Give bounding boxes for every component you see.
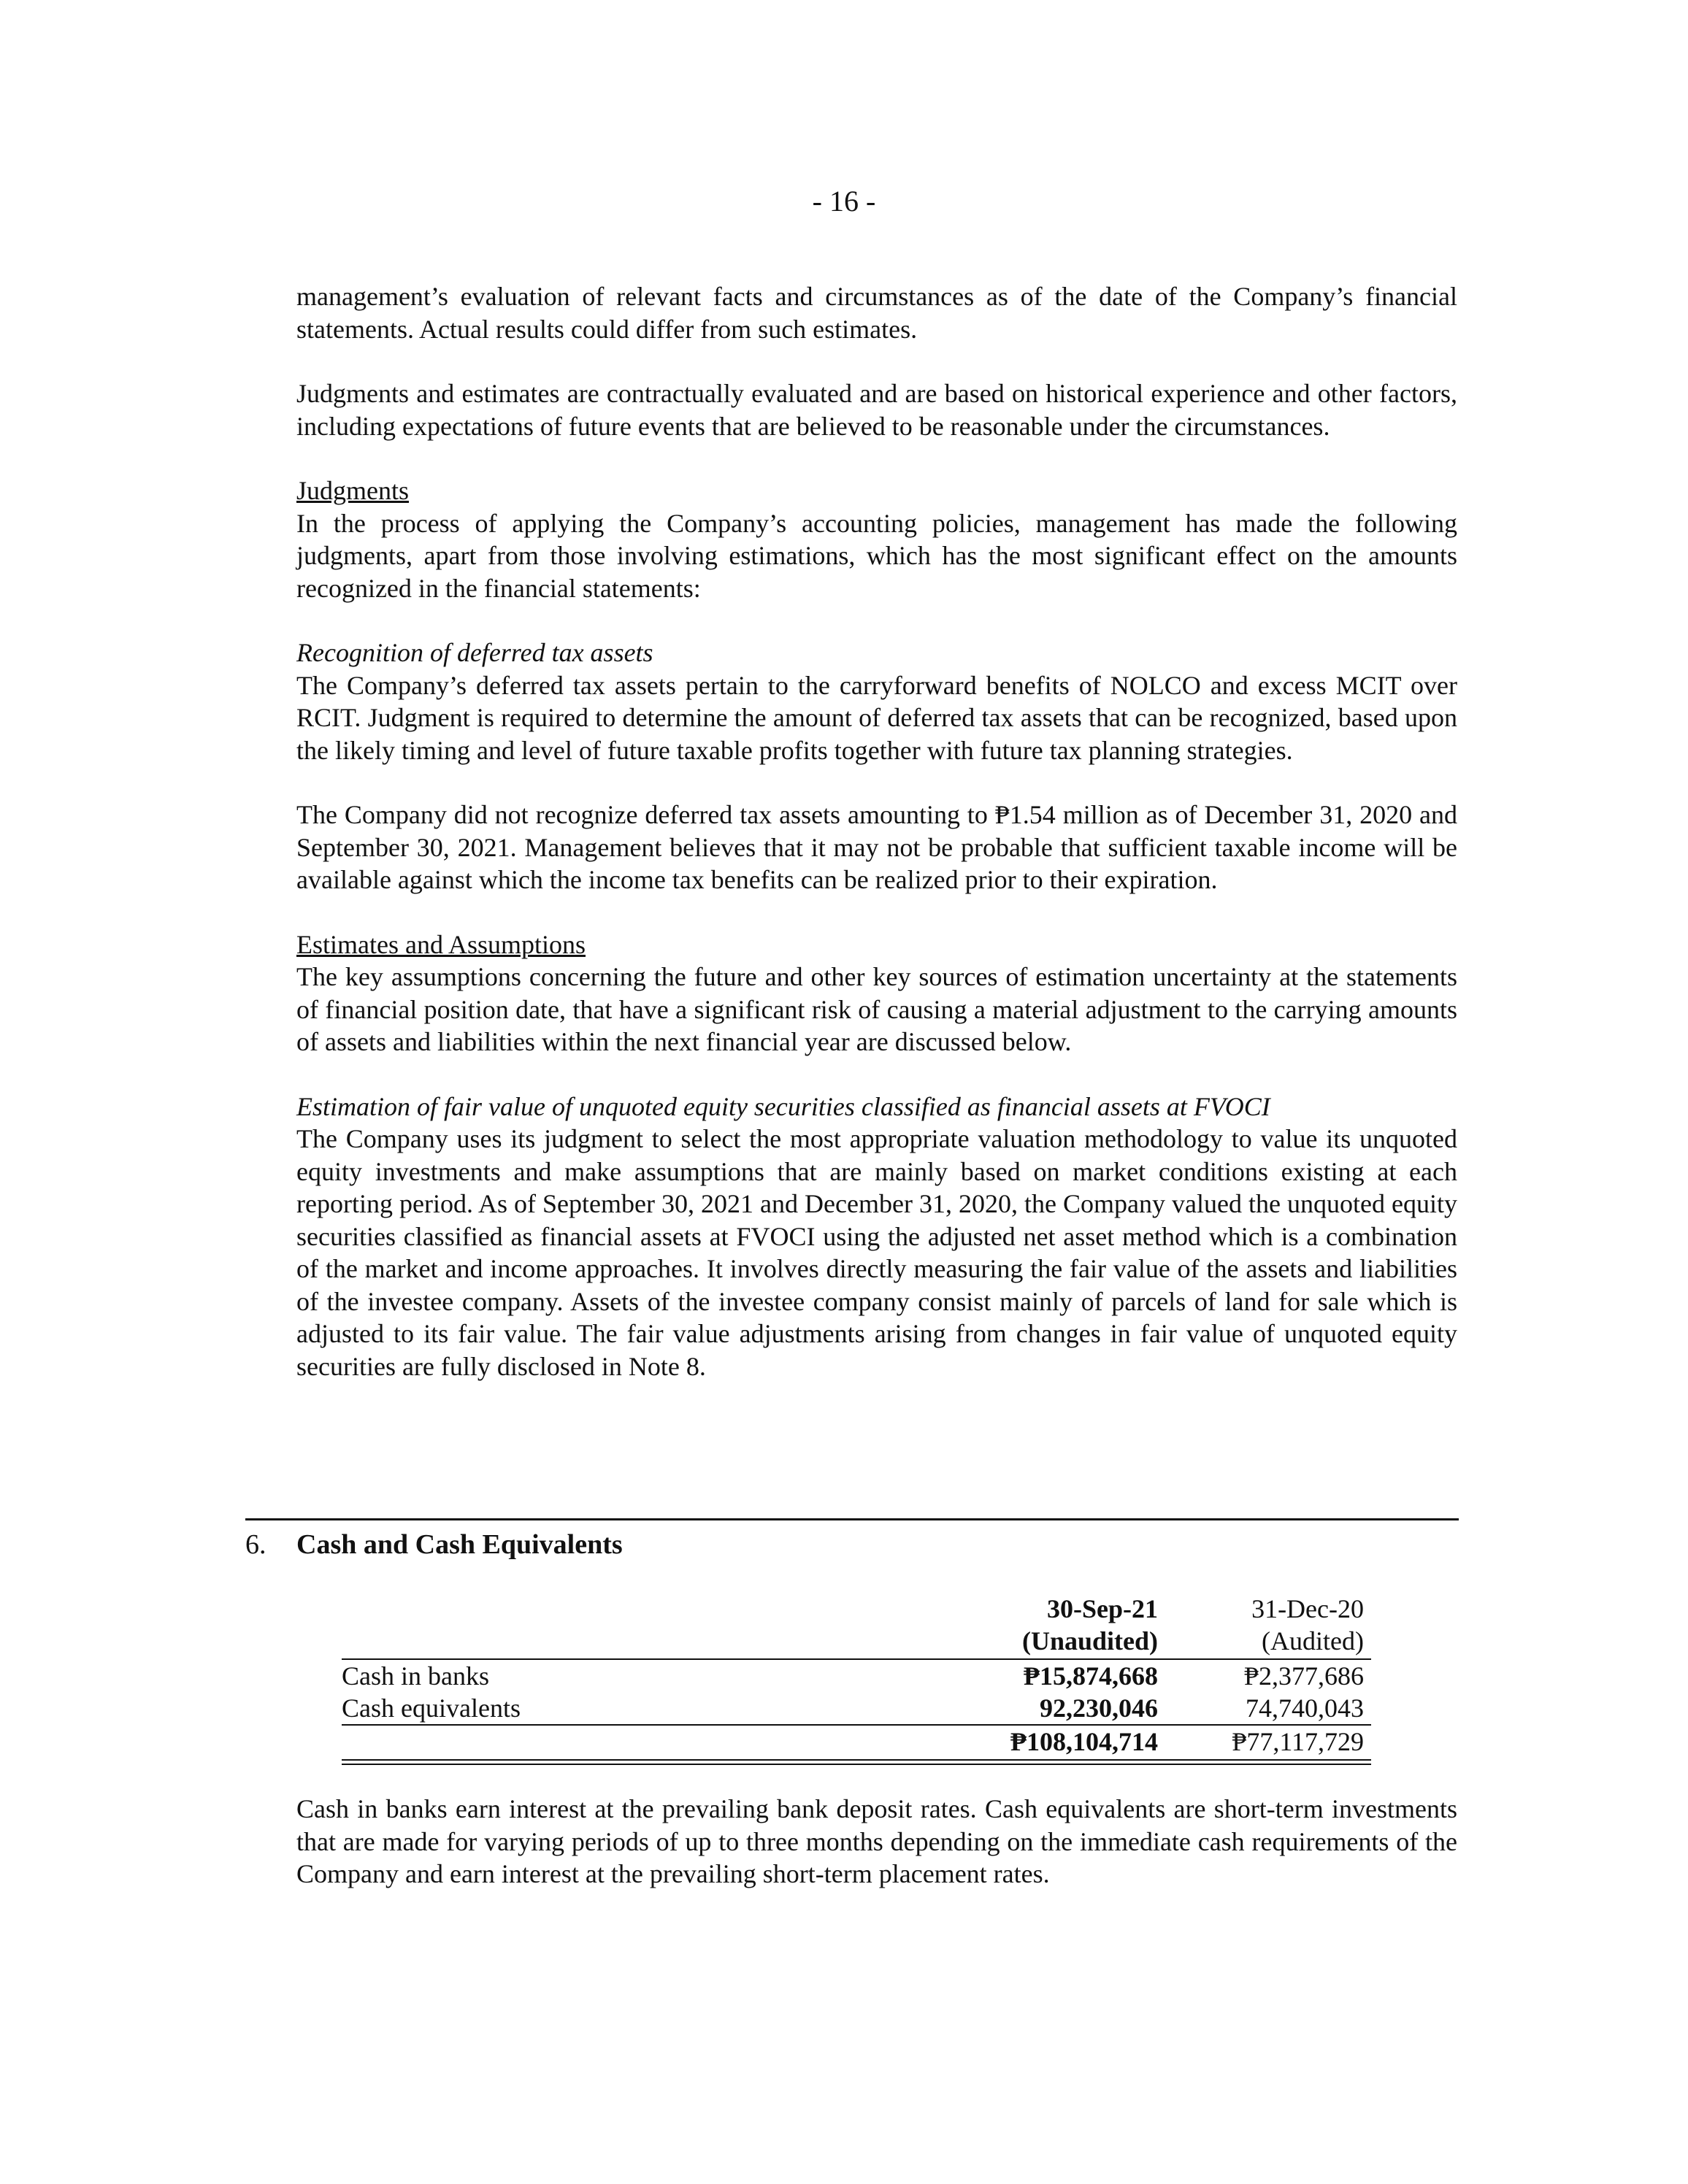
- table-header-row-1: [342, 1593, 1371, 1625]
- paragraph-judgments: In the process of applying the Company’s accounting policies, management has made the following judgments, apart from those involving estimations, which has the most significant effect on the amounts recognized in the financial statements:: [296, 508, 1457, 603]
- page-number: - 16 -: [812, 185, 876, 218]
- section-title: Cash and Cash Equivalents: [296, 1529, 623, 1560]
- row-value-2020: ₱2,377,686: [1243, 1661, 1364, 1691]
- col2-header-status: (Audited): [1262, 1626, 1364, 1656]
- row-label: Cash in banks: [342, 1661, 489, 1691]
- table-header-row-2: [342, 1625, 1371, 1657]
- col1-header-status: (Unaudited): [1021, 1626, 1158, 1656]
- row-value-2021: 92,230,046: [1040, 1693, 1158, 1723]
- paragraph-fvoci: The Company uses its judgment to select the most appropriate valuation methodology to value its unquoted equity investments and make assumptions that are mainly based on market conditions existing at each reporting period. As of September 30, 2021 and December 31, 2020, the Company valued the unquoted equity securities classified as financial assets at FVOCI using the adjusted net asset method which is a combination of the market and income approaches. It involves directly measuring the fair value of the assets and liabilities of the investee company. Assets of the investee company consist mainly of parcels of land for sale which is adjusted to its fair value. The fair value adjustments arising from changes in fair value of unquoted equity securities are fully disclosed in Note 8.: [296, 1124, 1457, 1381]
- judgments-heading: Judgments: [296, 476, 410, 505]
- col1-header-date: 30-Sep-21: [1047, 1594, 1158, 1623]
- paragraph-unrecognized-tax: The Company did not recognize deferred tax assets amounting to ₱1.54 million as of December 31, 2020 and September 30, 2021. Management believes that it may not be probable that sufficient taxable income will be available against which the income tax benefits can be realized prior to their expiration.: [296, 800, 1457, 894]
- total-value-2021: ₱108,104,714: [1010, 1727, 1158, 1756]
- paragraph-deferred-tax: The Company’s deferred tax assets pertain to the carryforward benefits of NOLCO and excess MCIT over RCIT. Judgment is required to determine the amount of deferred tax assets that can be recognized, based upon the likely timing and level of future taxable profits together with future tax planning strategies.: [296, 670, 1457, 765]
- fvoci-heading: Estimation of fair value of unquoted equity securities classified as financial assets at FVOCI: [296, 1091, 1270, 1121]
- row-label: Cash equivalents: [342, 1693, 521, 1723]
- section-heading: [245, 1527, 623, 1562]
- row-value-2020: 74,740,043: [1246, 1693, 1364, 1723]
- paragraph-estimates-intro: management’s evaluation of relevant facts and circumstances as of the date of the Company’s financial statements. Actual results could differ from such estimates.: [296, 282, 1457, 344]
- deferred-tax-heading: Recognition of deferred tax assets: [296, 638, 653, 667]
- estimates-heading: Estimates and Assumptions: [296, 929, 586, 959]
- paragraph-cash-interest: Cash in banks earn interest at the prevailing bank deposit rates. Cash equivalents are short-term investments that are made for varying periods of up to three months depending on the immediate cash requirements of the Company and earn interest at the prevailing short-term placement rates.: [296, 1794, 1457, 1888]
- total-double-rule-bottom: [342, 1764, 1371, 1765]
- table-row: [342, 1692, 1371, 1724]
- section-divider: [245, 1518, 1459, 1520]
- row-value-2021: ₱15,874,668: [1024, 1661, 1158, 1691]
- paragraph-judgments-estimates: Judgments and estimates are contractually evaluated and are based on historical experience and other factors, including expectations of future events that are believed to be reasonable under the circumstances.: [296, 379, 1457, 441]
- col2-header-date: 31-Dec-20: [1251, 1594, 1364, 1623]
- notes-body: [296, 280, 1457, 1383]
- paragraph-key-assumptions: The key assumptions concerning the future and other key sources of estimation uncertainty at the statements of financial position date, that have a significant risk of causing a material adjustment to the carrying amounts of assets and liabilities within the next financial year are discussed below.: [296, 962, 1457, 1056]
- total-double-rule-top: [342, 1759, 1371, 1761]
- total-value-2020: ₱77,117,729: [1232, 1727, 1364, 1756]
- table-total-row: [342, 1726, 1371, 1758]
- section-number: 6.: [245, 1529, 266, 1560]
- table-row: [342, 1660, 1371, 1692]
